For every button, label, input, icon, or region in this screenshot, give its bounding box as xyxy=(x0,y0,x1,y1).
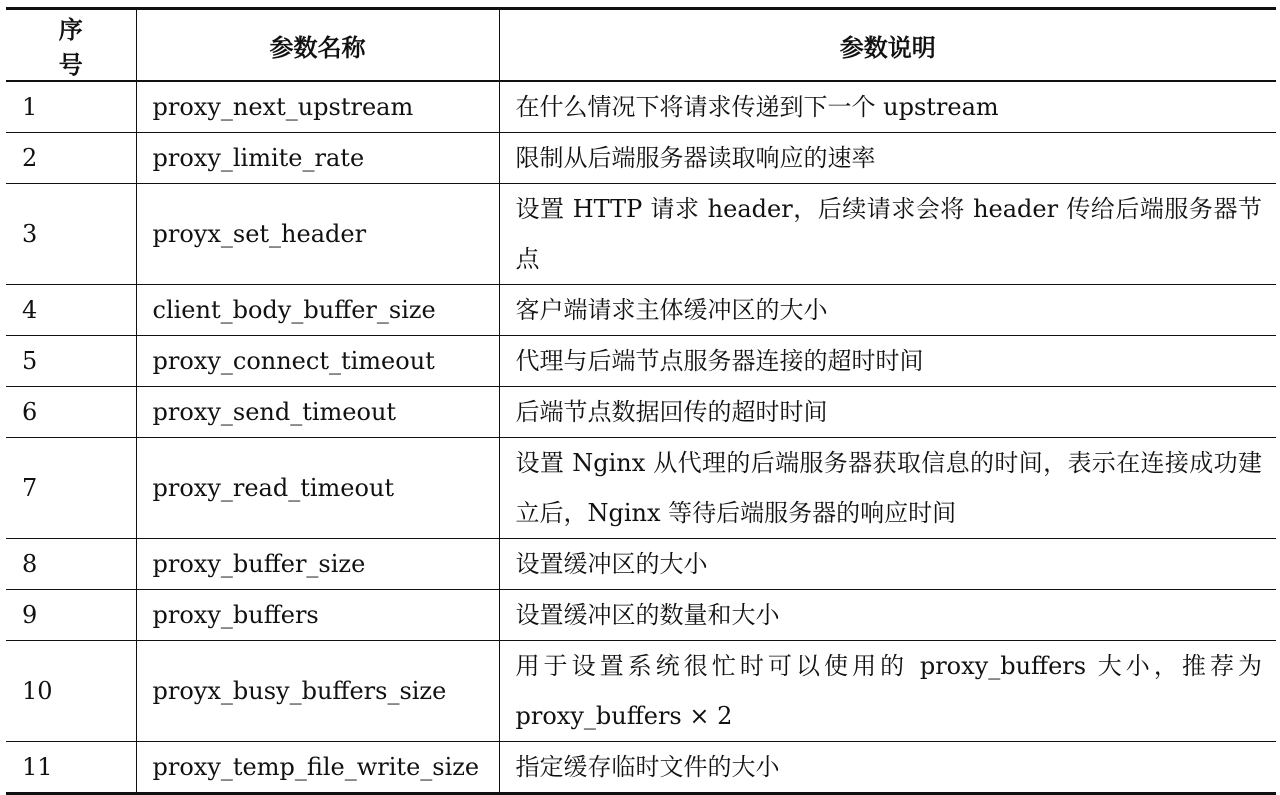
row-parameter-name: client_body_buffer_size xyxy=(136,285,499,336)
row-parameter-name: proxy_connect_timeout xyxy=(136,336,499,387)
table-row xyxy=(6,590,1276,641)
parameter-table-container xyxy=(6,7,1276,795)
row-number: 4 xyxy=(6,285,136,336)
row-parameter-name: proxy_send_timeout xyxy=(136,387,499,438)
row-number: 8 xyxy=(6,539,136,590)
row-parameter-name: proxy_next_upstream xyxy=(136,81,499,133)
row-parameter-name: proxy_limite_rate xyxy=(136,133,499,184)
row-parameter-name: proxy_buffer_size xyxy=(136,539,499,590)
row-number: 6 xyxy=(6,387,136,438)
row-number: 11 xyxy=(6,742,136,794)
row-number: 9 xyxy=(6,590,136,641)
header-desc: 参数说明 xyxy=(499,9,1276,82)
row-parameter-desc: 用于设置系统很忙时可以使用的 proxy_buffers 大小，推荐为 proxy_buffers × 2 xyxy=(499,641,1276,742)
row-parameter-desc: 在什么情况下将请求传递到下一个 upstream xyxy=(499,81,1276,133)
header-name: 参数名称 xyxy=(136,9,499,82)
table-row xyxy=(6,438,1276,539)
table-row xyxy=(6,184,1276,285)
row-parameter-desc: 后端节点数据回传的超时时间 xyxy=(499,387,1276,438)
row-parameter-desc: 设置 HTTP 请求 header，后续请求会将 header 传给后端服务器节点 xyxy=(499,184,1276,285)
row-parameter-desc: 代理与后端节点服务器连接的超时时间 xyxy=(499,336,1276,387)
row-number: 2 xyxy=(6,133,136,184)
table-row xyxy=(6,336,1276,387)
table-row xyxy=(6,387,1276,438)
row-parameter-name: proyx_busy_buffers_size xyxy=(136,641,499,742)
row-parameter-desc: 指定缓存临时文件的大小 xyxy=(499,742,1276,794)
row-parameter-desc: 设置缓冲区的大小 xyxy=(499,539,1276,590)
parameter-table xyxy=(6,7,1276,795)
table-row xyxy=(6,81,1276,133)
table-row xyxy=(6,285,1276,336)
row-number: 10 xyxy=(6,641,136,742)
table-row xyxy=(6,742,1276,794)
row-parameter-desc: 限制从后端服务器读取响应的速率 xyxy=(499,133,1276,184)
row-number: 5 xyxy=(6,336,136,387)
row-parameter-name: proyx_set_header xyxy=(136,184,499,285)
header-seq: 序 号 xyxy=(6,9,136,82)
row-parameter-name: proxy_buffers xyxy=(136,590,499,641)
row-parameter-name: proxy_read_timeout xyxy=(136,438,499,539)
row-parameter-desc: 设置 Nginx 从代理的后端服务器获取信息的时间，表示在连接成功建立后，Nginx 等待后端服务器的响应时间 xyxy=(499,438,1276,539)
table-row xyxy=(6,641,1276,742)
row-parameter-desc: 客户端请求主体缓冲区的大小 xyxy=(499,285,1276,336)
row-number: 7 xyxy=(6,438,136,539)
row-number: 1 xyxy=(6,81,136,133)
row-number: 3 xyxy=(6,184,136,285)
row-parameter-name: proxy_temp_file_write_size xyxy=(136,742,499,794)
row-parameter-desc: 设置缓冲区的数量和大小 xyxy=(499,590,1276,641)
table-row xyxy=(6,539,1276,590)
table-header-row xyxy=(6,9,1276,82)
table-row xyxy=(6,133,1276,184)
